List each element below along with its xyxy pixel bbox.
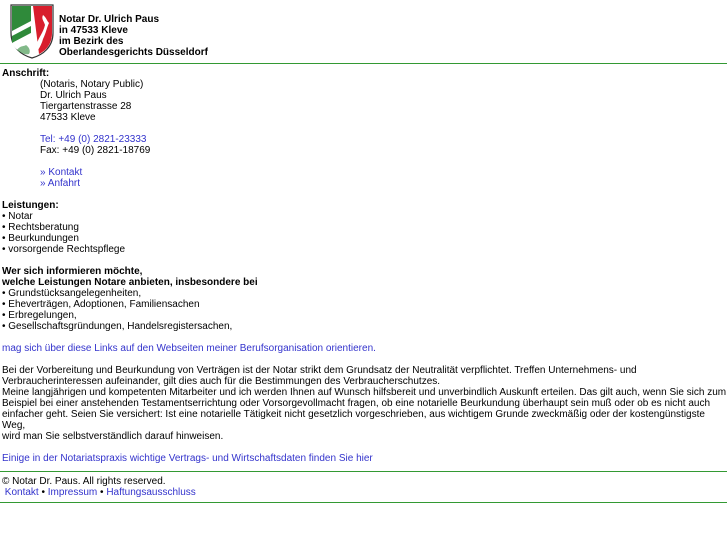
list-item: • Eheverträgen, Adoptionen, Familiensachen — [2, 299, 200, 310]
office-title — [59, 14, 208, 58]
services-list — [2, 211, 727, 255]
text-line: Bei der Vorbereitung und Beurkundung von Verträgen ist der Notar strikt dem Grundsatz der Neutralität verpflichtet. Treffen Unternehmens- und — [2, 365, 637, 376]
info-heading-2: welche Leistungen Notare anbieten, insbesondere bei — [2, 277, 258, 288]
text-line: wird man Sie selbstverständlich darauf hinweisen. — [2, 431, 224, 442]
main-content — [0, 64, 727, 471]
spacer — [2, 255, 727, 266]
text-line: Meine langjährigen und kompetenten Mitarbeiter und ich werden Ihnen auf Wunsch hilfsbereit und unverbindlich Auskunft erteilen. Das gilt auch, wenn Sie sich zum — [2, 387, 727, 398]
berufsorganisation-link[interactable]: mag sich über diese Links auf den Webseiten meiner Berufsorganisation orientieren. — [2, 343, 376, 354]
page-footer — [0, 472, 727, 502]
footer-divider-bottom — [0, 502, 727, 503]
footer-separator: • — [41, 487, 45, 498]
spacer — [40, 156, 727, 167]
list-item: • Gesellschaftsgründungen, Handelsregistersachen, — [2, 321, 233, 332]
footer-impressum-link[interactable]: Impressum — [47, 487, 98, 498]
address-block — [2, 79, 727, 189]
list-item: • vorsorgende Rechtspflege — [2, 244, 126, 255]
list-item: • Notar — [2, 211, 33, 222]
office-line-3: im Bezirk des — [59, 36, 124, 47]
fax-number: Fax: +49 (0) 2821-18769 — [40, 145, 151, 156]
page-header — [0, 0, 727, 63]
office-line-4: Oberlandesgerichts Düsseldorf — [59, 47, 208, 58]
list-item: • Beurkundungen — [2, 233, 79, 244]
list-item: • Erbregelungen, — [2, 310, 77, 321]
address-line: 47533 Kleve — [40, 112, 96, 123]
spacer — [2, 332, 727, 343]
text-line: Verbraucherinteressen aufeinander, gilt dies auch für die Bestimmungen des Verbraucherschutzes. — [2, 376, 441, 387]
phone-link[interactable]: Tel: +49 (0) 2821-23333 — [40, 134, 147, 145]
anschrift-label: Anschrift: — [2, 68, 50, 79]
footer-links — [2, 487, 727, 498]
vertragsdaten-link[interactable]: Einige in der Notariatspraxis wichtige Vertrags- und Wirtschaftsdaten finden Sie hier — [2, 453, 373, 464]
kontakt-link[interactable]: » Kontakt — [40, 167, 83, 178]
text-line: Beispiel bei einer anstehenden Testamentserrichtung oder Vorsorgevollmacht fragen, ob eine notarielle Beurkundung überhaupt sein muß oder ob es nicht auch — [2, 398, 711, 409]
neutrality-paragraph — [2, 365, 727, 442]
spacer — [2, 189, 727, 200]
text-line: einfacher geht. Seien Sie versichert: Ist eine notarielle Tätigkeit nicht gesetzlich vorgeschrieben, aus wichtigem Grunde zweckmäßig oder der kostengünstigste Weg, — [2, 409, 705, 431]
office-line-1: Notar Dr. Ulrich Paus — [59, 14, 160, 25]
spacer — [40, 123, 727, 134]
address-line: (Notaris, Notary Public) — [40, 79, 144, 90]
address-line: Tiergartenstrasse 28 — [40, 101, 132, 112]
list-item: • Grundstücksangelegenheiten, — [2, 288, 142, 299]
office-line-2: in 47533 Kleve — [59, 25, 128, 36]
address-line: Dr. Ulrich Paus — [40, 90, 107, 101]
spacer — [2, 442, 727, 453]
spacer — [2, 464, 727, 471]
info-heading-1: Wer sich informieren möchte, — [2, 266, 143, 277]
footer-haftungsausschluss-link[interactable]: Haftungsausschluss — [106, 487, 196, 498]
list-item: • Rechtsberatung — [2, 222, 79, 233]
copyright: © Notar Dr. Paus. All rights reserved. — [2, 476, 166, 487]
leistungen-label: Leistungen: — [2, 200, 59, 211]
footer-separator: • — [100, 487, 104, 498]
info-list — [2, 288, 727, 332]
spacer — [2, 354, 727, 365]
anfahrt-link[interactable]: » Anfahrt — [40, 178, 81, 189]
footer-kontakt-link[interactable]: Kontakt — [4, 487, 39, 498]
nrw-crest-logo — [9, 3, 55, 59]
